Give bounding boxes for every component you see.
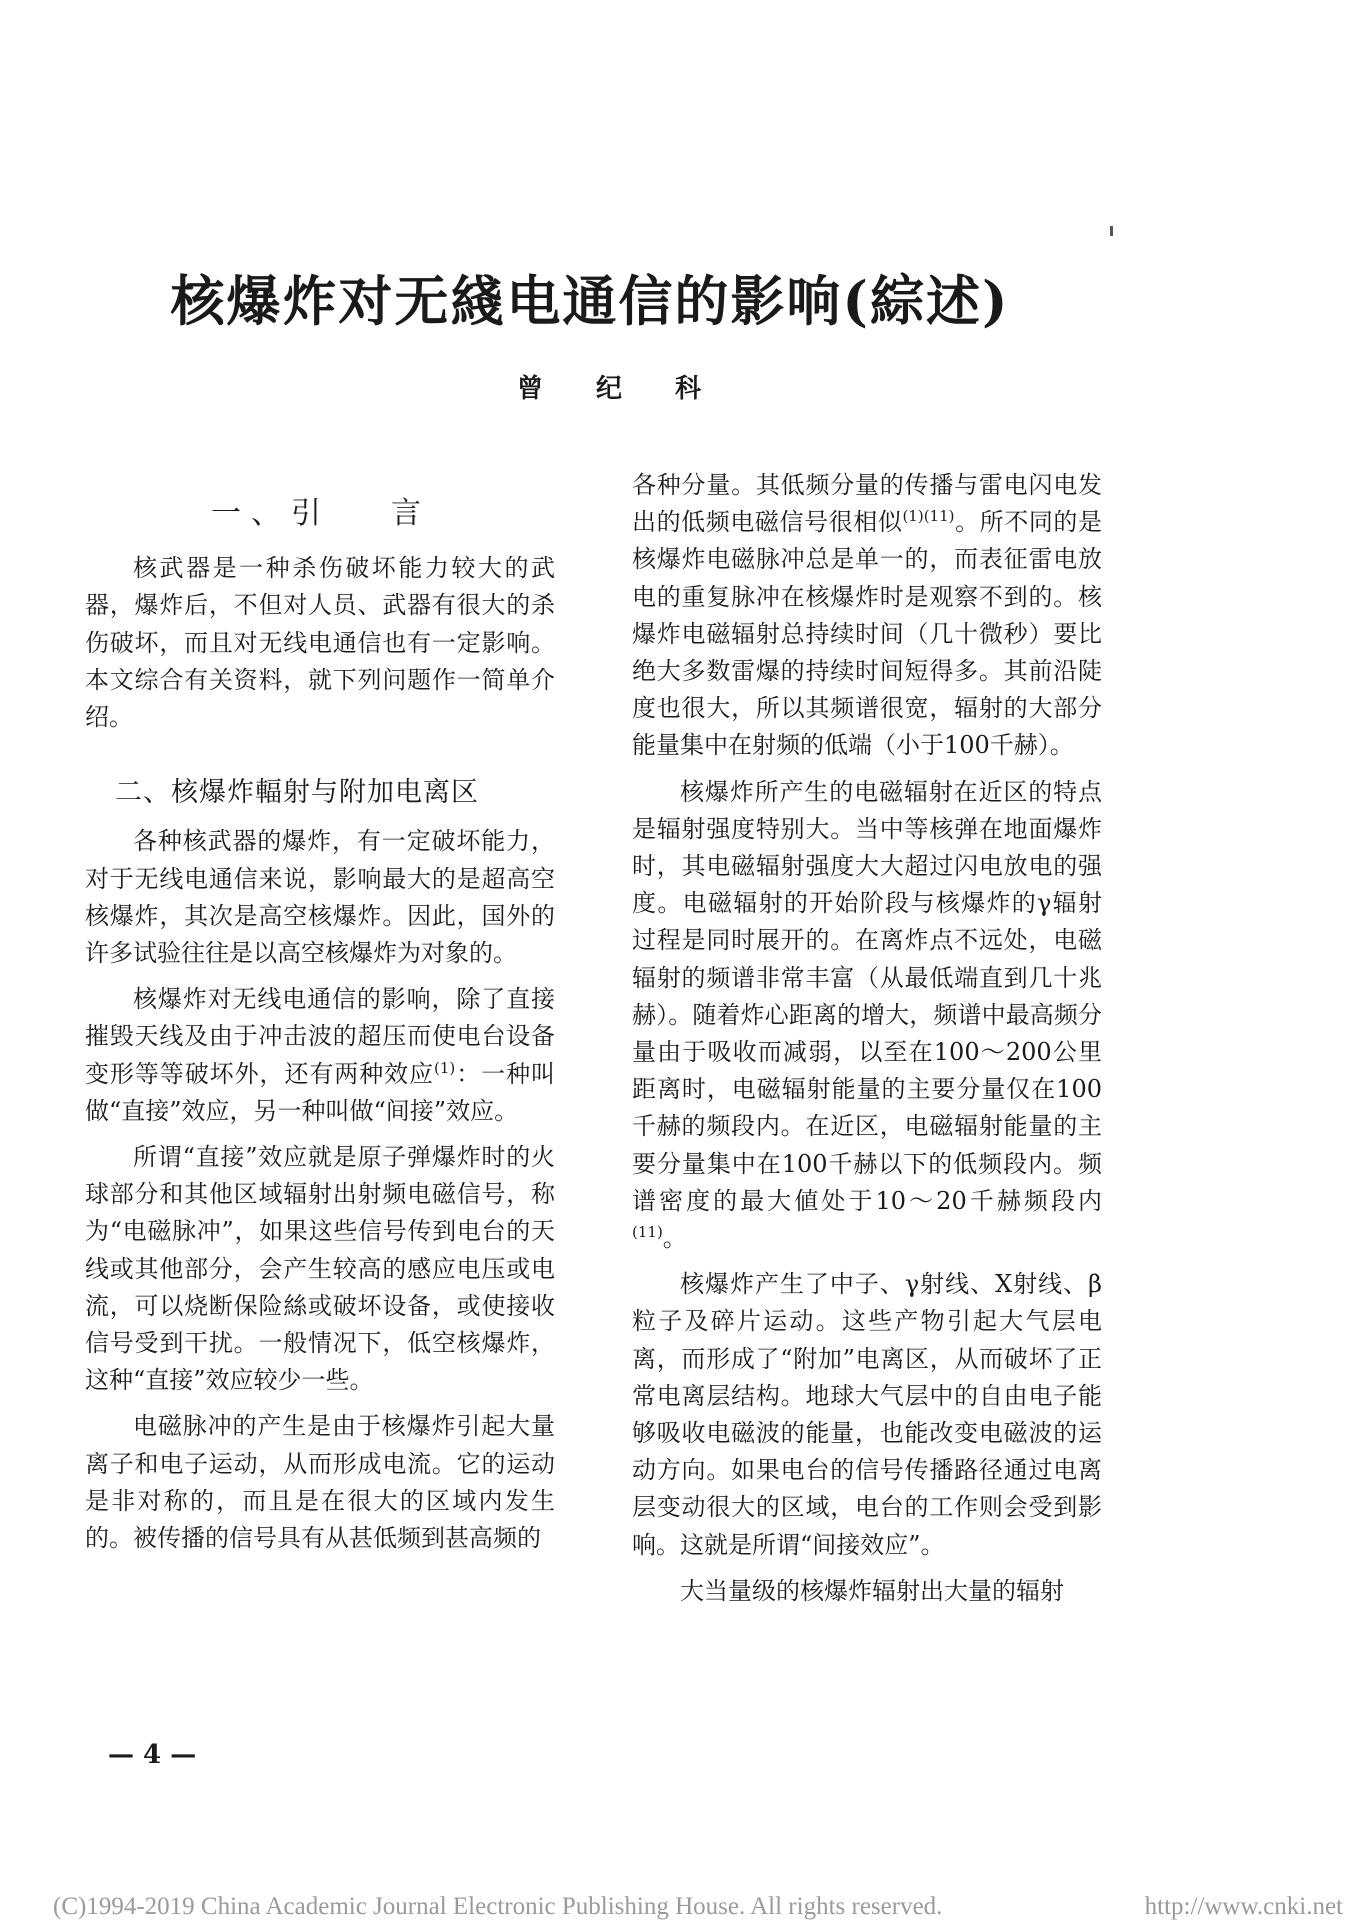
paragraph: 大当量级的核爆炸辐射出大量的辐射	[680, 1576, 1064, 1605]
paragraph: 核爆炸对无线电通信的影响，除了直接摧毁天线及由于冲击波的超压而使电台设备变形等等破坏外，还有两种效应$^{(1)}$：一种叫做“直接”效应，另一种叫做“间接”效应。	[85, 985, 556, 1125]
section-heading-radiation: 二、核爆炸輻射与附加电离区	[115, 777, 479, 809]
footer-url[interactable]: http://www.cnki.net	[1144, 1893, 1343, 1920]
footer	[53, 1893, 1343, 1921]
scan-speck	[1110, 226, 1113, 236]
right-column	[632, 467, 1102, 1610]
paragraph: 各种分量。其低频分量的传播与雷电闪电发出的低频电磁信号很相似$^{(1)(11)}$。所不同的是核爆炸电磁脉冲总是单一的，而表征雷电放电的重复脉冲在核爆炸时是观察不到的。核爆炸电磁辐射总持续时间（几十微秒）要比绝大多数雷爆的持续时间短得多。其前沿陡度也很大，所以其频谱很宽，辐射的大部分能量集中在射频的低端（小于100千赫）。	[632, 471, 1103, 760]
paragraph: 核爆炸产生了中子、γ射线、X射线、β粒子及碎片运动。这些产物引起大气层电离，而形成了“附加”电离区，从而破坏了正常电离层结构。地球大气层中的自由电子能够吸收电磁波的能量，也能改变电磁波的运动方向。如果电台的信号传播路径通过电离层变动很大的区域，电台的工作则会受到影响。这就是所谓“间接效应”。	[632, 1270, 1102, 1559]
paragraph: 核武器是一种杀伤破坏能力较大的武器，爆炸后，不但对人员、武器有很大的杀伤破坏，而且对无线电通信也有一定影响。本文综合有关资料，就下列问题作一简单介绍。	[85, 554, 555, 732]
page-number: — 4 —	[108, 1740, 197, 1770]
citation-ref: (1)	[434, 1058, 456, 1077]
paragraph: 所谓“直接”效应就是原子弹爆炸时的火球部分和其他区域辐射出射频电磁信号，称为“电磁脉冲”，如果这些信号传到电台的天线或其他部分，会产生较高的感应电压或电流，可以烧断保险絲或破坏设备，或使接收信号受到干扰。一般情况下，低空核爆炸，这种“直接”效应较少一些。	[85, 1143, 555, 1395]
article-title: 核爆炸对无綫电通信的影响(綜述)	[170, 269, 1010, 333]
author-name: 曾 纪 科	[516, 374, 724, 404]
paragraph: 核爆炸所产生的电磁辐射在近区的特点是辐射强度特别大。当中等核弹在地面爆炸时，其电磁辐射强度大大超过闪电放电的强度。电磁辐射的开始阶段与核爆炸的γ辐射过程是同时展开的。在离炸点不远处，电磁辐射的频谱非常丰富（从最低端直到几十兆赫）。随着炸心距离的增大，频谱中最高频分量由于吸收而减弱，以至在100～200公里距离时，电磁辐射能量的主要分量仅在100千赫的频段内。在近区，电磁辐射能量的主要分量集中在100千赫以下的低频段内。频谱密度的最大値处于10～20千赫频段内$^{(11)}$。	[632, 777, 1102, 1253]
copyright-notice: (C)1994-2019 China Academic Journal Electronic Publishing House. All rights reserved.	[53, 1893, 943, 1920]
citation-ref: (1)(11)	[902, 507, 955, 526]
paragraph: 各种核武器的爆炸，有一定破坏能力，对于无线电通信来说，影响最大的是超高空核爆炸，其次是高空核爆炸。因此，国外的许多试验往往是以高空核爆炸为对象的。	[85, 827, 555, 968]
citation-ref: (11)	[632, 1223, 663, 1242]
left-column	[85, 495, 555, 1557]
paragraph: 电磁脉冲的产生是由于核爆炸引起大量离子和电子运动，从而形成电流。它的运动是非对称的，而且是在很大的区域内发生的。被传播的信号具有从甚低频到甚高频的	[85, 1412, 555, 1553]
section-heading-intro: 一、引 言	[211, 496, 431, 531]
